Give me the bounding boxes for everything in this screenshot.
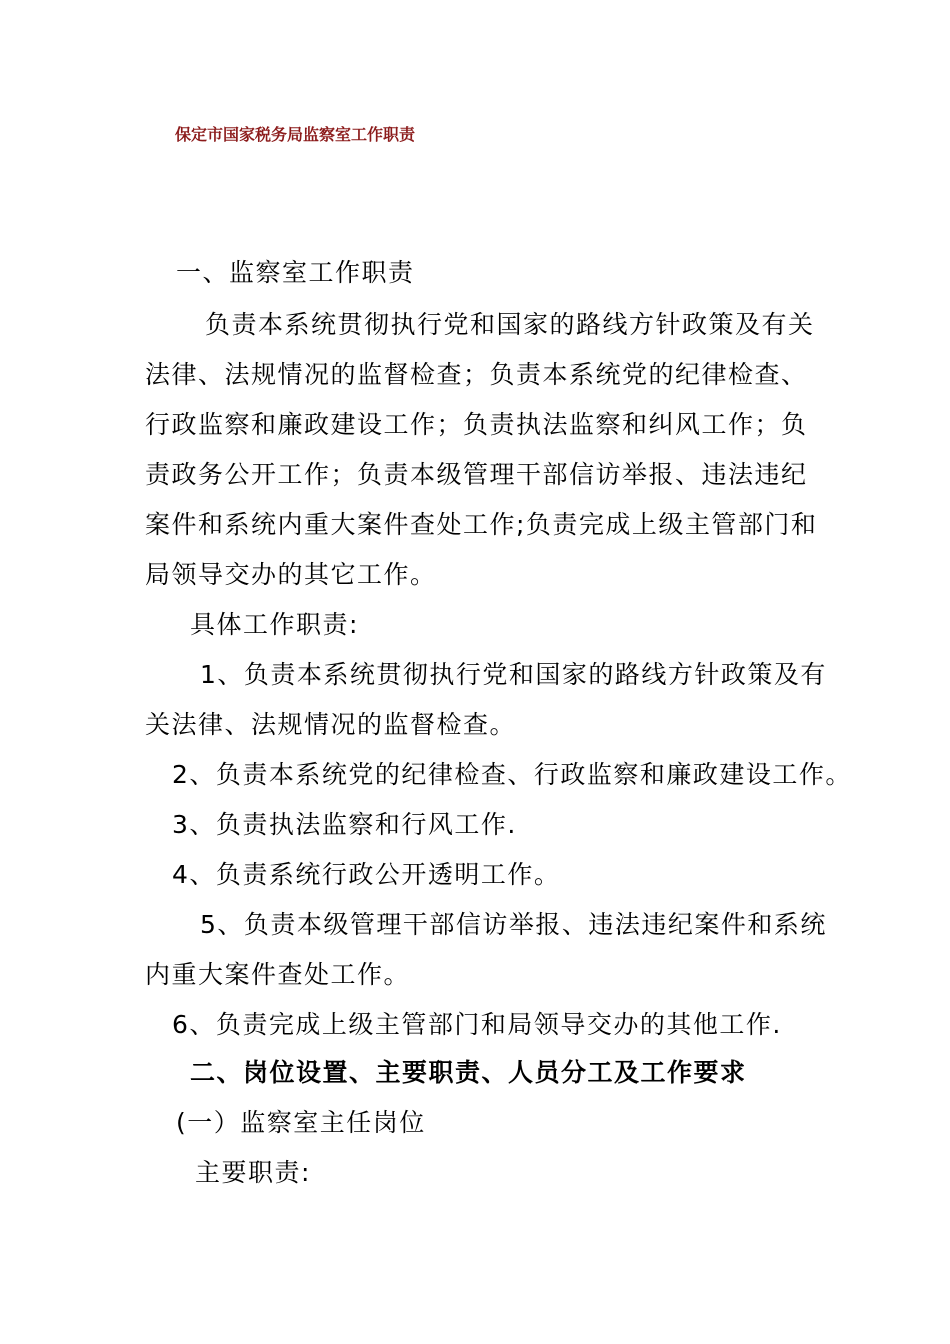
duty-item-3: 3、负责执法监察和行风工作. (172, 810, 517, 839)
specific-duties-label: 具体工作职责: (190, 610, 359, 639)
duty-item-1: 1、负责本系统贯彻执行党和国家的路线方针政策及有 (200, 660, 827, 689)
paragraph-line: 行政监察和廉政建设工作；负责执法监察和纠风工作；负 (145, 410, 808, 439)
duty-item-4: 4、负责系统行政公开透明工作。 (172, 860, 561, 889)
section2-heading: 二、岗位设置、主要职责、人员分工及工作要求 (190, 1058, 747, 1087)
section2-subheading: (一）监察室主任岗位 (176, 1108, 426, 1137)
paragraph-line: 案件和系统内重大案件查处工作;负责完成上级主管部门和 (145, 510, 818, 539)
paragraph-line: 负责本系统贯彻执行党和国家的路线方针政策及有关 (205, 310, 815, 339)
duty-item-2: 2、负责本系统党的纪律检查、行政监察和廉政建设工作。 (172, 760, 852, 789)
main-duties-label: 主要职责: (195, 1158, 311, 1187)
paragraph-line: 责政务公开工作；负责本级管理干部信访举报、违法违纪 (145, 460, 808, 489)
document-title: 保定市国家税务局监察室工作职责 (175, 125, 416, 144)
duty-item-1-cont: 关法律、法规情况的监督检查。 (145, 710, 517, 739)
section-heading: 一、监察室工作职责 (176, 258, 415, 287)
duty-item-5-cont: 内重大案件查处工作。 (145, 960, 411, 989)
paragraph-line: 法律、法规情况的监督检查；负责本系统党的纪律检查、 (145, 360, 808, 389)
duty-item-5: 5、负责本级管理干部信访举报、违法违纪案件和系统 (200, 910, 827, 939)
duty-item-6: 6、负责完成上级主管部门和局领导交办的其他工作. (172, 1010, 782, 1039)
paragraph-line: 局领导交办的其它工作。 (145, 560, 437, 589)
